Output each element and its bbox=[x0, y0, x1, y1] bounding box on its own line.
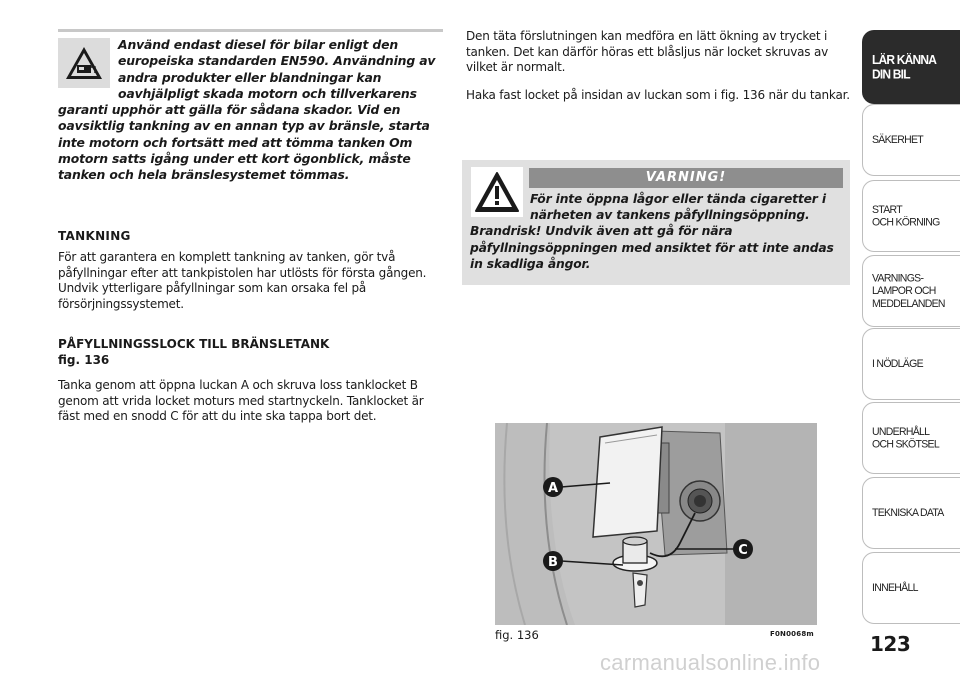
callout-a: A bbox=[547, 481, 559, 496]
cap-heading-title: PÅFYLLNINGSSLOCK TILL BRÄNSLETANK bbox=[58, 337, 330, 351]
tab-innehall[interactable] bbox=[862, 552, 960, 624]
tab-start-och-korning[interactable] bbox=[862, 180, 960, 252]
tab-label: SÄKERHET bbox=[872, 133, 923, 147]
tab-label: LÄR KÄNNA DIN BIL bbox=[872, 52, 937, 82]
fuel-cap-illustration bbox=[495, 423, 817, 625]
tab-label: TEKNISKA DATA bbox=[872, 506, 944, 520]
diesel-note: Använd endast diesel för bilar enligt den europeiska standarden EN590. Användning av andra produkter eller blandningar kan oavhjälpligt skada motorn och tillverkarens garanti upphör att gälla för sådana skador. Vid en oavsiktlig tankning av en annan typ av bränsle, starta inte motorn och fortsätt med att tömma tanken Om motorn satts igång under ett kort ögonblick, måste tanken och hela bränslesystemet tömmas. bbox=[58, 37, 436, 183]
tab-i-nodlage[interactable] bbox=[862, 328, 960, 400]
callout-c: C bbox=[738, 543, 748, 558]
tab-label: START OCH KÖRNING bbox=[872, 203, 940, 229]
hook-cap-text: Haka fast locket på insidan av luckan som i fig. 136 när du tankar. bbox=[466, 88, 850, 102]
tab-label: I NÖDLÄGE bbox=[872, 357, 923, 371]
warning-box bbox=[462, 160, 850, 285]
cap-heading bbox=[58, 337, 448, 368]
tankning-text: För att garantera en komplett tankning av tanken, gör två påfyllningar efter att tankpistolen har utlösts för första gången. Undvik ytterligare påfyllningar som kan orsaka fel på försörjningssystemet. bbox=[58, 250, 427, 311]
watermark: carmanualsonline.info bbox=[600, 650, 821, 675]
tab-varningslampor[interactable] bbox=[862, 255, 960, 327]
tab-underhall-och-skotsel[interactable] bbox=[862, 402, 960, 474]
tab-label: UNDERHÅLL OCH SKÖTSEL bbox=[872, 425, 939, 451]
tab-sakerhet[interactable] bbox=[862, 104, 960, 176]
tab-label: INNEHÅLL bbox=[872, 581, 918, 595]
tab-label: VARNINGS- LAMPOR OCH MEDDELANDEN bbox=[872, 272, 945, 310]
top-rule bbox=[58, 29, 443, 32]
warning-title: VARNING! bbox=[529, 168, 843, 188]
figure-code: F0N0068m bbox=[770, 630, 814, 638]
callout-b: B bbox=[548, 555, 558, 570]
figure-caption: fig. 136 bbox=[495, 628, 539, 642]
tab-tekniska-data[interactable] bbox=[862, 477, 960, 549]
cap-text: Tanka genom att öppna luckan A och skruva loss tanklocket B genom att vrida locket moturs med startnyckeln. Tanklocket är fäst med en snodd C för att du inte ska tappa bort det. bbox=[58, 378, 424, 424]
cap-heading-figref: fig. 136 bbox=[58, 352, 110, 367]
warning-text: För inte öppna lågor eller tända cigaretter i närheten av tankens påfyllningsöppning. Brandrisk! Undvik även att gå för nära påfyllningsöppningen med ansiktet för att inte andas in skadliga ångor. bbox=[470, 192, 834, 271]
pressure-text: Den täta förslutningen kan medföra en lätt ökning av trycket i tanken. Det kan därför höras ett blåsljus när locket skruvas av vilket är normalt. bbox=[466, 29, 829, 75]
tab-lar-kanna-din-bil[interactable] bbox=[862, 30, 960, 104]
tankning-heading: TANKNING bbox=[58, 229, 131, 243]
page-number: 123 bbox=[870, 632, 911, 656]
